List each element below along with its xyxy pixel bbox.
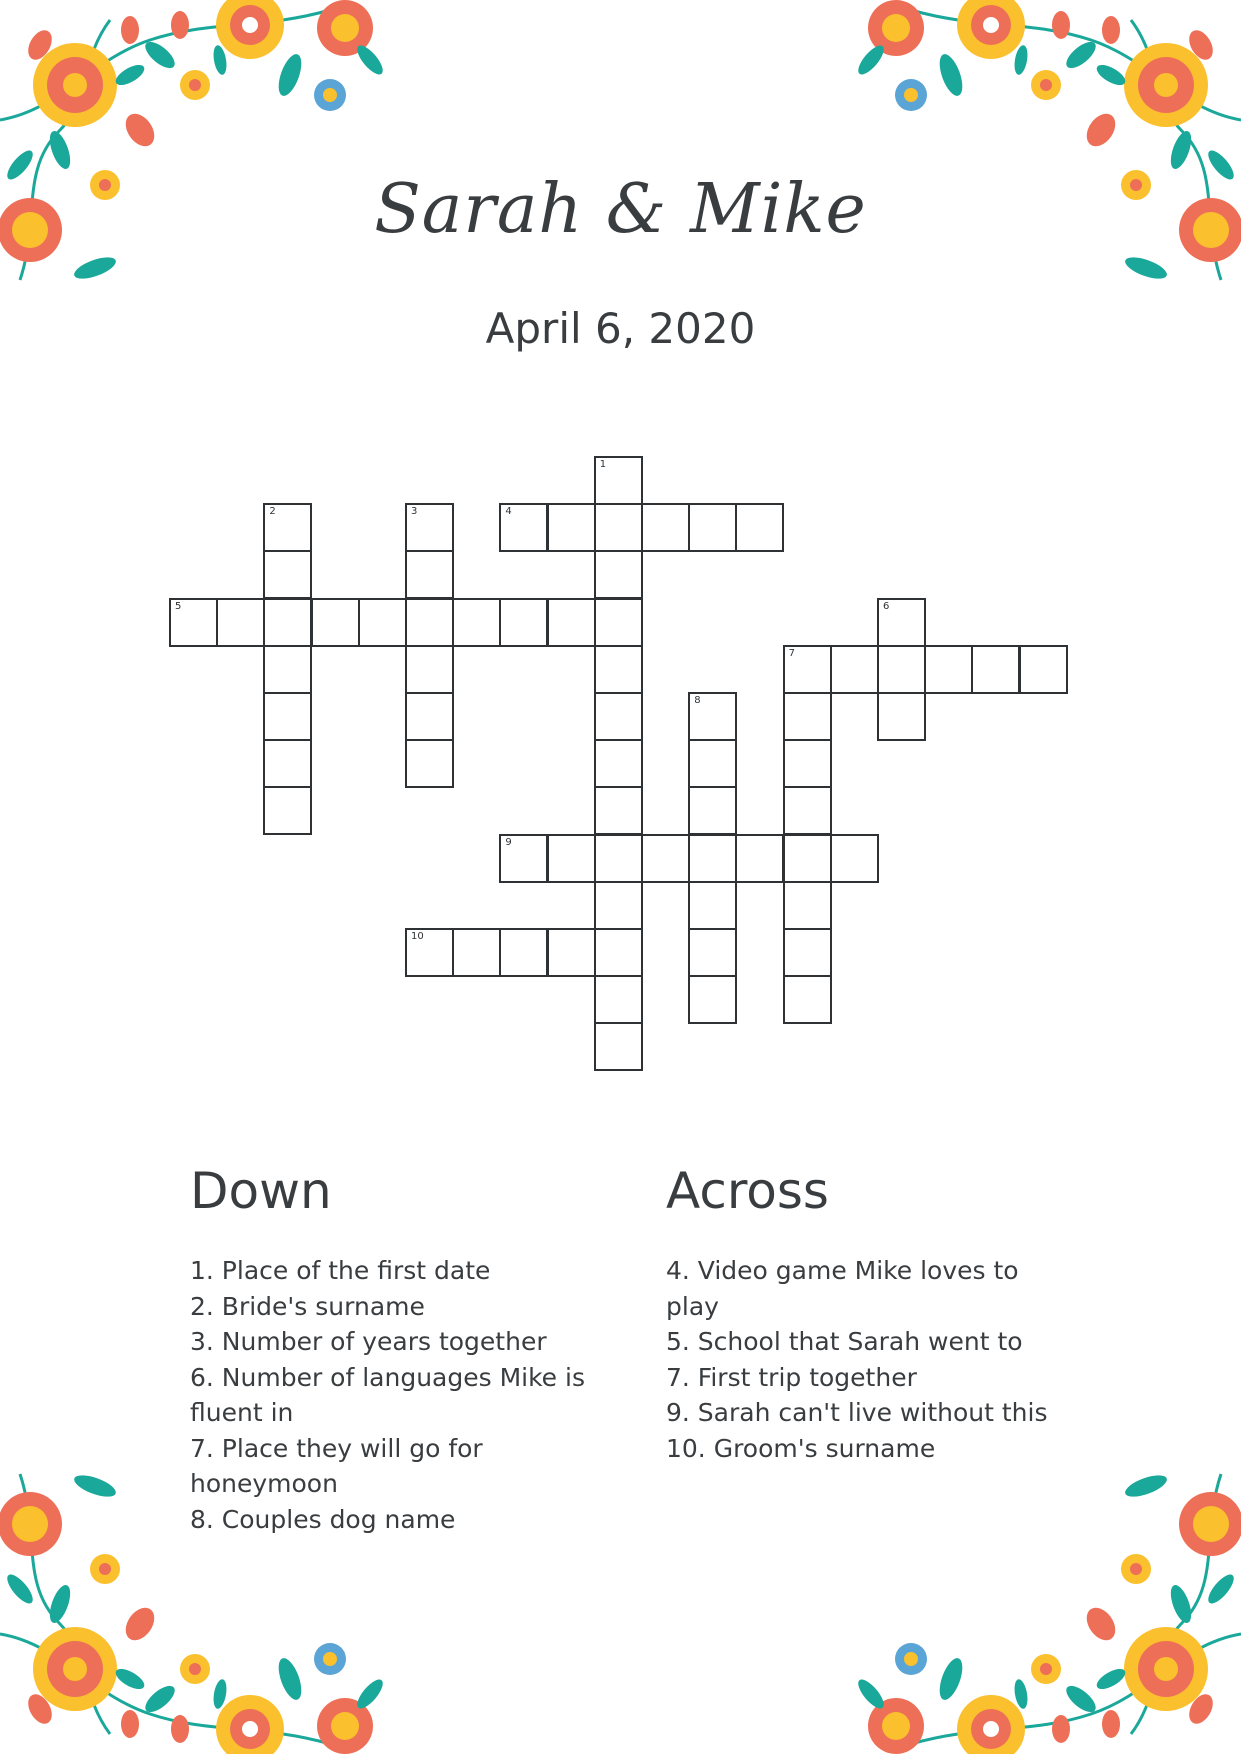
- clue-number: 4: [505, 506, 512, 518]
- crossword-cell[interactable]: [783, 739, 832, 788]
- crossword-cell[interactable]: [1019, 645, 1068, 694]
- crossword-cell[interactable]: [594, 456, 643, 505]
- crossword-cell[interactable]: [783, 975, 832, 1024]
- crossword-cell[interactable]: [688, 692, 737, 741]
- crossword-cell[interactable]: [594, 881, 643, 930]
- clue-number: 10: [411, 931, 424, 942]
- crossword-cell[interactable]: [452, 928, 501, 977]
- across-clue: 4. Video game Mike loves to play: [666, 1256, 1019, 1321]
- crossword-cell[interactable]: [594, 1022, 643, 1071]
- crossword-cell[interactable]: [688, 786, 737, 835]
- crossword-cell[interactable]: [263, 739, 312, 788]
- down-clues: [190, 1164, 590, 1537]
- across-heading: Across: [666, 1162, 829, 1220]
- crossword-cell[interactable]: [594, 928, 643, 977]
- down-clue: 2. Bride's surname: [190, 1291, 425, 1321]
- crossword-cell[interactable]: [405, 503, 454, 552]
- crossword-cell[interactable]: [499, 503, 548, 552]
- crossword-cell[interactable]: [547, 834, 596, 883]
- crossword-cell[interactable]: [405, 692, 454, 741]
- crossword-cell[interactable]: [311, 598, 360, 647]
- crossword-cell[interactable]: [405, 598, 454, 647]
- crossword-cell[interactable]: [971, 645, 1020, 694]
- crossword-cell[interactable]: [783, 881, 832, 930]
- crossword-cell[interactable]: [594, 692, 643, 741]
- across-clue: 5. School that Sarah went to: [666, 1327, 1023, 1356]
- crossword-cell[interactable]: [263, 645, 312, 694]
- crossword-cell[interactable]: [688, 928, 737, 977]
- floral-corner-bottom-right: [811, 1454, 1241, 1754]
- crossword-cell[interactable]: [358, 598, 407, 647]
- crossword-cell[interactable]: [263, 692, 312, 741]
- crossword-cell[interactable]: [688, 739, 737, 788]
- crossword-cell[interactable]: [877, 598, 926, 647]
- clue-number: 1: [599, 459, 607, 470]
- crossword-cell[interactable]: [783, 692, 832, 741]
- crossword-cell[interactable]: [594, 739, 643, 788]
- crossword-cell[interactable]: [594, 786, 643, 835]
- across-clues: [666, 1164, 1066, 1466]
- crossword-cell[interactable]: [641, 834, 690, 883]
- crossword-cell[interactable]: [594, 598, 643, 647]
- down-clue: 3. Number of years together: [190, 1327, 547, 1356]
- crossword-cell[interactable]: [783, 645, 832, 694]
- crossword-cell[interactable]: [405, 739, 454, 788]
- crossword-cell[interactable]: [499, 834, 548, 883]
- crossword-cell[interactable]: [594, 834, 643, 883]
- down-clue: 1. Place of the first date: [190, 1256, 491, 1285]
- clue-number: 7: [788, 647, 795, 659]
- crossword-cell[interactable]: [216, 598, 265, 647]
- crossword-cell[interactable]: [688, 975, 737, 1024]
- crossword-cell[interactable]: [169, 598, 218, 647]
- crossword-cell[interactable]: [924, 645, 973, 694]
- crossword-cell[interactable]: [499, 928, 548, 977]
- crossword-cell[interactable]: [547, 928, 596, 977]
- down-clue: 8. Couples dog name: [190, 1504, 456, 1534]
- crossword-cell[interactable]: [499, 598, 548, 647]
- clue-number: 6: [883, 600, 890, 612]
- across-clue: 7. First trip together: [666, 1362, 917, 1392]
- crossword-cell[interactable]: [688, 881, 737, 930]
- across-clue: 10. Groom's surname: [666, 1433, 936, 1463]
- crossword-cell[interactable]: [688, 503, 737, 552]
- crossword-cell[interactable]: [830, 645, 879, 694]
- crossword-cell[interactable]: [594, 550, 643, 599]
- crossword-cell[interactable]: [641, 503, 690, 552]
- crossword-cell[interactable]: [830, 834, 879, 883]
- crossword-cell[interactable]: [594, 645, 643, 694]
- crossword-cell[interactable]: [263, 503, 312, 552]
- crossword-cell[interactable]: [594, 503, 643, 552]
- crossword-cell[interactable]: [263, 550, 312, 599]
- down-clue: 6. Number of languages Mike is fluent in: [190, 1362, 585, 1427]
- clue-number: 9: [505, 836, 512, 848]
- event-date: April 6, 2020: [485, 304, 756, 353]
- crossword-cell[interactable]: [783, 834, 832, 883]
- crossword-cell[interactable]: [877, 692, 926, 741]
- clue-number: 3: [411, 506, 418, 518]
- clue-number: 2: [269, 506, 276, 518]
- page-title: Sarah & Mike: [374, 170, 867, 249]
- clue-number: 5: [175, 600, 182, 612]
- crossword-cell[interactable]: [735, 503, 784, 552]
- crossword-cell[interactable]: [547, 598, 596, 647]
- down-heading: Down: [190, 1162, 332, 1220]
- crossword-cell[interactable]: [783, 786, 832, 835]
- crossword-cell[interactable]: [405, 550, 454, 599]
- crossword-cell[interactable]: [688, 834, 737, 883]
- crossword-cell[interactable]: [405, 645, 454, 694]
- crossword-cell[interactable]: [783, 928, 832, 977]
- crossword-cell[interactable]: [877, 645, 926, 694]
- crossword-cell[interactable]: [405, 928, 454, 977]
- crossword-cell[interactable]: [452, 598, 501, 647]
- clue-number: 8: [694, 695, 701, 706]
- down-clue: 7. Place they will go for honeymoon: [190, 1433, 483, 1498]
- crossword-cell[interactable]: [735, 834, 784, 883]
- crossword-cell[interactable]: [263, 786, 312, 835]
- across-clue: 9. Sarah can't live without this: [666, 1398, 1048, 1427]
- crossword-cell[interactable]: [594, 975, 643, 1024]
- crossword-cell[interactable]: [263, 598, 312, 647]
- crossword-cell[interactable]: [547, 503, 596, 552]
